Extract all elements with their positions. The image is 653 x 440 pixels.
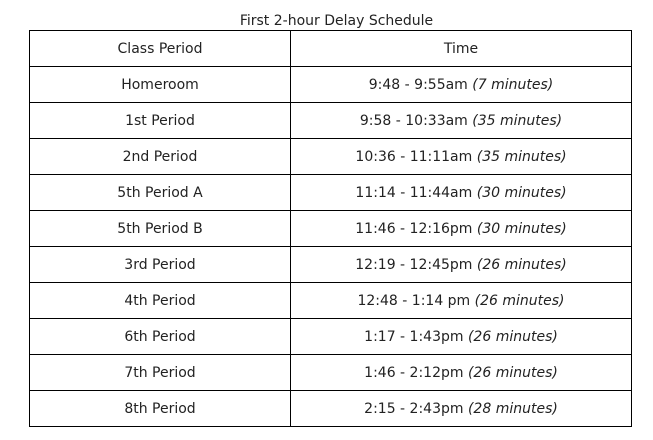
time-range: 1:17 - 1:43pm	[364, 328, 464, 345]
time-cell	[291, 103, 632, 139]
column-header-time: Time	[291, 31, 632, 67]
period-cell: 4th Period	[30, 283, 291, 319]
table-row	[30, 139, 632, 175]
time-range: 9:48 - 9:55am	[368, 76, 468, 93]
period-cell: 8th Period	[30, 391, 291, 427]
period-cell: Homeroom	[30, 67, 291, 103]
duration: (26 minutes)	[467, 364, 558, 381]
table-row	[30, 283, 632, 319]
time-range: 11:46 - 12:16pm	[355, 220, 473, 237]
time-cell	[291, 283, 632, 319]
period-cell: 3rd Period	[30, 247, 291, 283]
time-cell	[291, 139, 632, 175]
duration: (28 minutes)	[467, 400, 558, 417]
time-cell	[291, 355, 632, 391]
duration: (35 minutes)	[472, 112, 563, 129]
table-row	[30, 67, 632, 103]
column-header-class-period: Class Period	[30, 31, 291, 67]
time-cell	[291, 391, 632, 427]
duration: (26 minutes)	[474, 292, 565, 309]
table-row	[30, 355, 632, 391]
period-cell: 5th Period B	[30, 211, 291, 247]
schedule-table	[29, 30, 632, 427]
page-title: First 2-hour Delay Schedule	[239, 13, 434, 29]
period-cell: 6th Period	[30, 319, 291, 355]
time-cell	[291, 211, 632, 247]
time-range: 9:58 - 10:33am	[359, 112, 468, 129]
time-cell	[291, 175, 632, 211]
table-row	[30, 391, 632, 427]
duration: (26 minutes)	[476, 256, 567, 273]
period-cell: 2nd Period	[30, 139, 291, 175]
time-range: 2:15 - 2:43pm	[364, 400, 464, 417]
time-cell	[291, 67, 632, 103]
period-cell: 5th Period A	[30, 175, 291, 211]
duration: (26 minutes)	[467, 328, 558, 345]
time-cell	[291, 247, 632, 283]
table-row	[30, 103, 632, 139]
duration: (7 minutes)	[472, 76, 554, 93]
time-range: 11:14 - 11:44am	[355, 184, 473, 201]
time-range: 1:46 - 2:12pm	[364, 364, 464, 381]
duration: (35 minutes)	[476, 148, 567, 165]
duration: (30 minutes)	[476, 220, 567, 237]
duration: (30 minutes)	[476, 184, 567, 201]
time-range: 12:48 - 1:14 pm	[357, 292, 471, 309]
table-header-row	[30, 31, 632, 67]
time-cell	[291, 319, 632, 355]
time-range: 10:36 - 11:11am	[355, 148, 473, 165]
table-row	[30, 247, 632, 283]
table-row	[30, 175, 632, 211]
period-cell: 7th Period	[30, 355, 291, 391]
time-range: 12:19 - 12:45pm	[355, 256, 473, 273]
table-row	[30, 211, 632, 247]
period-cell: 1st Period	[30, 103, 291, 139]
table-row	[30, 319, 632, 355]
